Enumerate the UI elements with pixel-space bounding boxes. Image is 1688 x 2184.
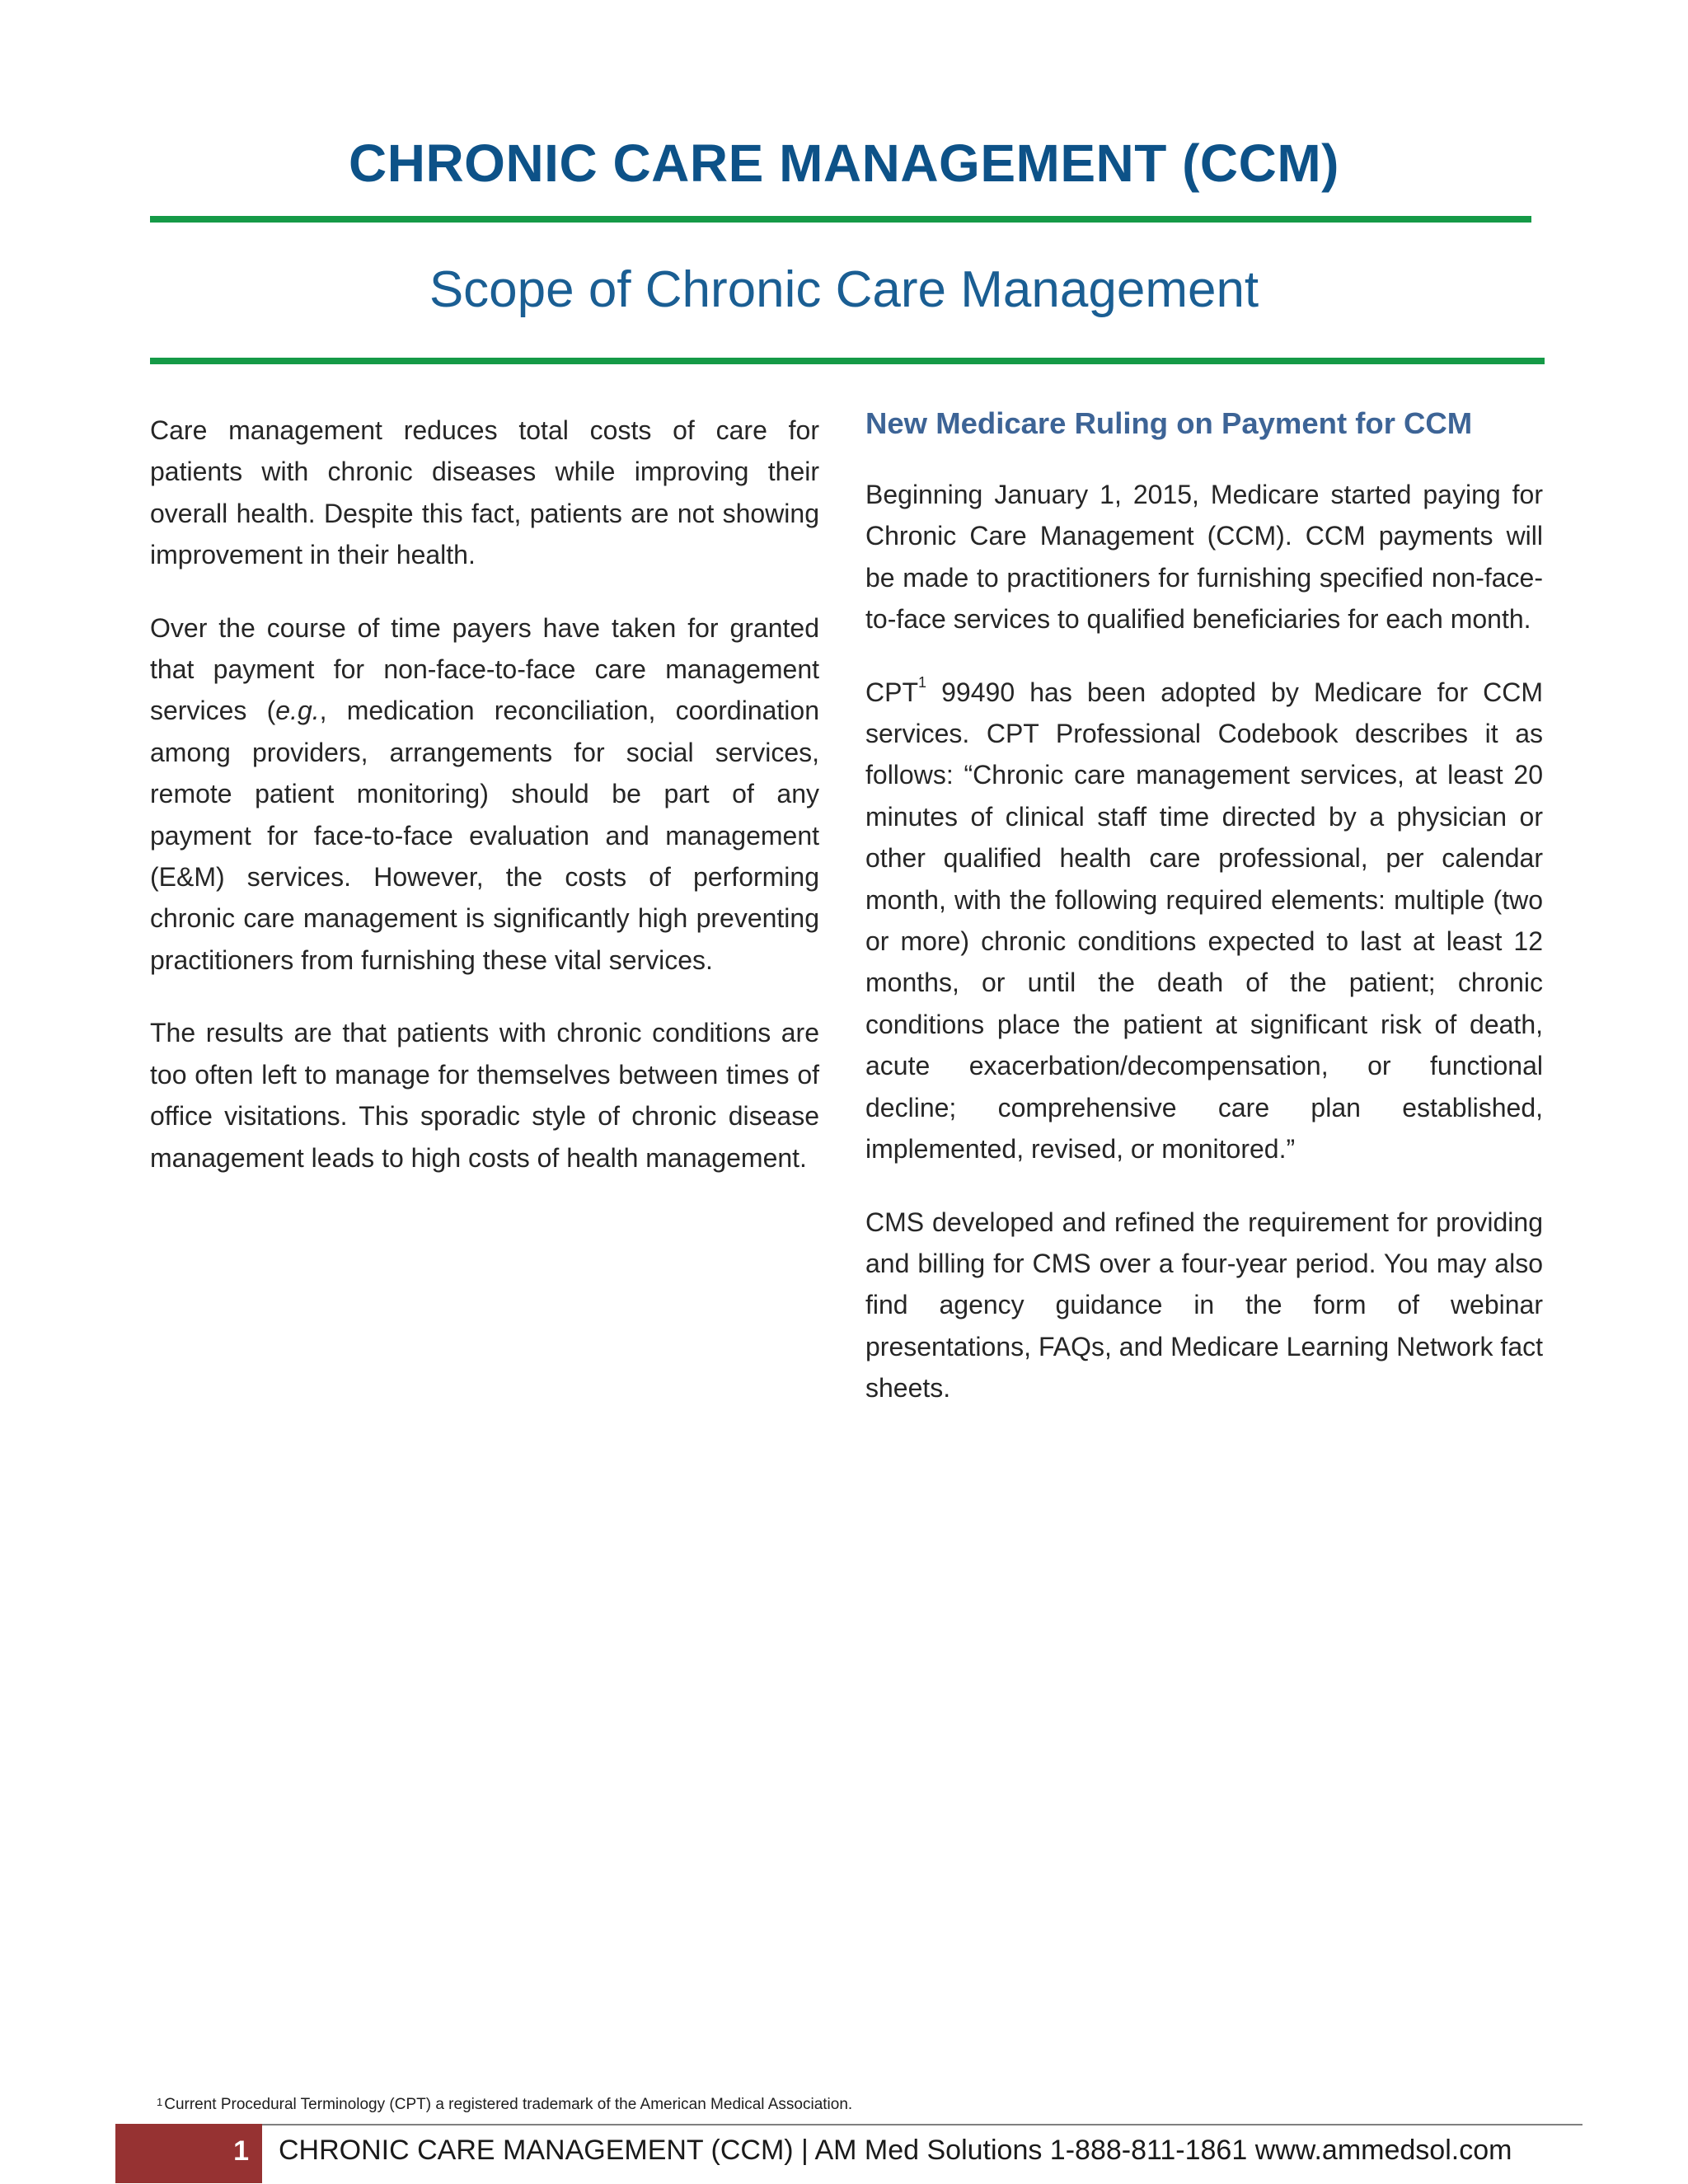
footnote: [157, 2096, 852, 2114]
paragraph-cpt: [865, 672, 1543, 1170]
paragraph-medicare: Beginning January 1, 2015, Medicare started paying for Chronic Care Management (CCM). CCM payments will be made to practitioners for furnishing specified non-face-to-face services to qualified beneficiaries for each month.: [865, 480, 1543, 635]
paragraph-payers: Over the course of time payers have taken for granted that payment for non-face-to-face care management services (e.g., medication reconciliation, coordination among providers, arrangements for social services, remote patient monitoring) should be part of any payment for face-to-face evaluation and management (E&M) services. However, the costs of performing chronic care management is significantly high preventing practitioners from furnishing these vital services.: [150, 612, 820, 975]
paragraph-intro: Care management reduces total costs of care for patients with chronic diseases while improving their overall health. Despite this fact, patients are not showing improvement in their health.: [150, 415, 819, 570]
cpt-label: CPT: [865, 677, 918, 707]
paragraph-results: The results are that patients with chronic conditions are too often left to manage for themselves between times of office visitations. This sporadic style of chronic disease management leads to high costs of health management.: [150, 1018, 819, 1173]
title-divider: [150, 216, 1531, 223]
footnote-text: Current Procedural Terminology (CPT) a registered trademark of the American Medical Association.: [164, 2096, 853, 2113]
document-title: CHRONIC CARE MANAGEMENT (CCM): [349, 134, 1339, 193]
document-subtitle: Scope of Chronic Care Management: [429, 261, 1259, 318]
left-column: [150, 410, 819, 1210]
page-number-box: [115, 2124, 262, 2183]
page-number: 1: [233, 2135, 249, 2167]
cpt-description: 99490 has been adopted by Medicare for CCM services. CPT Professional Codebook describes it as follows: “Chronic care management services, at least 20 minutes of clinical staff time directed by a physician or other qualified health care professional, per calendar month, with the following required elements: multiple (two or more) chronic conditions expected to last at least 12 months, or until the death of the patient; chronic conditions place the patient at significant risk of death, acute exacerbation/decompensation, or functional decline; comprehensive care plan established, implemented, revised, or monitored.”: [865, 677, 1543, 1165]
subtitle-divider: [150, 358, 1545, 364]
right-column: [865, 401, 1543, 1441]
section-heading-medicare: New Medicare Ruling on Payment for CCM: [865, 406, 1473, 440]
footer-text: CHRONIC CARE MANAGEMENT (CCM) | AM Med Solutions 1-888-811-1861 www.ammedsol.com: [279, 2135, 1512, 2166]
paragraph-cms: CMS developed and refined the requirement for providing and billing for CMS over a four-year period. You may also find agency guidance in the form of webinar presentations, FAQs, and Medicare Learning Network fact sheets.: [865, 1207, 1543, 1404]
footnote-mark: 1: [157, 2096, 163, 2108]
footer-divider: [262, 2124, 1582, 2125]
footnote-reference[interactable]: 1: [918, 673, 927, 691]
